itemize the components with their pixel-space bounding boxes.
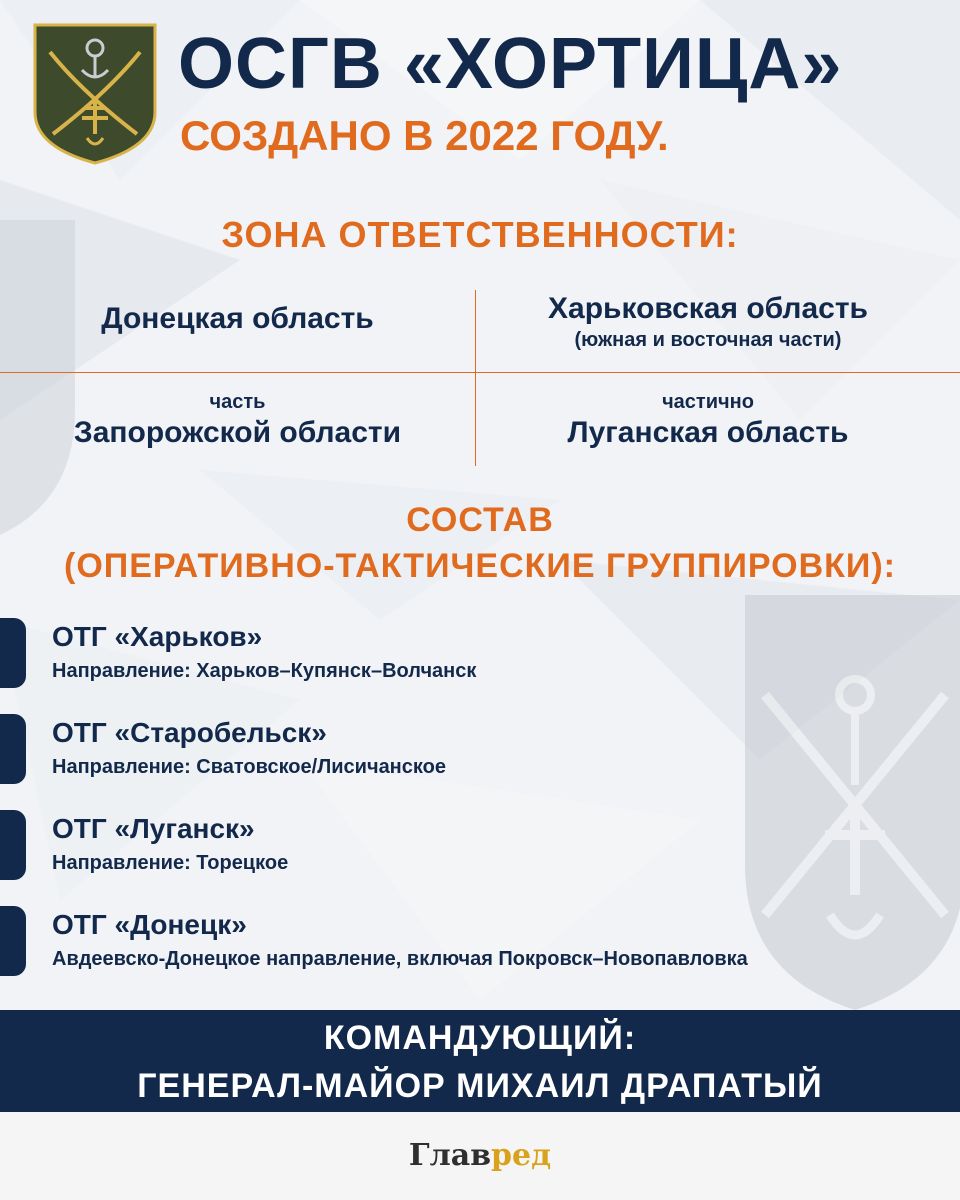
commander-label: КОМАНДУЮЩИЙ: [323,1019,637,1057]
glavred-logo [0,1136,960,1176]
zone-cell-note: (южная и восточная части) [574,329,842,351]
zone-grid [0,290,960,466]
zone-heading: ЗОНА ОТВЕТСТВЕННОСТИ: [221,214,739,255]
group-marker [0,618,26,688]
group-direction: Направление: Торецкое [52,852,289,874]
group-direction: Направление: Сватовское/Лисичанское [52,756,446,778]
group-name: ОТГ «Луганск» [52,813,255,844]
commander-name: ГЕНЕРАЛ-МАЙОР МИХАИЛ ДРАПАТЫЙ [137,1067,823,1105]
zone-cell-prefix: часть [209,391,266,413]
group-marker [0,810,26,880]
zone-cell-kharkiv [476,290,940,352]
group-item [0,708,960,788]
zone-cell-luhansk [476,390,940,452]
zone-cell-name: Луганская область [567,416,849,449]
page-subtitle: СОЗДАНО В 2022 ГОДУ. [180,112,669,159]
group-item [0,612,960,692]
khortytsia-emblem [32,22,158,166]
group-direction: Направление: Харьков–Купянск–Волчанск [52,660,477,682]
zone-cell-name: Запорожской области [73,416,402,449]
group-name: ОТГ «Харьков» [52,621,263,652]
grid-divider-horizontal [0,372,960,373]
composition-heading [0,497,960,589]
commander-banner [0,1010,960,1112]
composition-heading-line2: (ОПЕРАТИВНО-ТАКТИЧЕСКИЕ ГРУППИРОВКИ): [64,547,896,585]
group-marker [0,906,26,976]
zone-cell-zaporizhzhia [0,390,475,452]
group-item [0,900,960,980]
logo-part1: Глав [408,1138,492,1173]
zone-cell-name: Донецкая область [101,302,374,335]
page-title: ОСГВ «ХОРТИЦА» [178,24,843,104]
group-name: ОТГ «Донецк» [52,909,247,940]
group-name: ОТГ «Старобельск» [52,717,327,748]
zone-cell-donetsk [0,300,475,338]
logo-part2: ред [491,1138,552,1173]
zone-cell-name: Харьковская область [548,292,868,325]
group-marker [0,714,26,784]
group-item [0,804,960,884]
composition-heading-line1: СОСТАВ [406,501,554,539]
zone-cell-prefix: частично [662,391,754,413]
group-direction: Авдеевско-Донецкое направление, включая Покровск–Новопавловка [52,948,748,970]
